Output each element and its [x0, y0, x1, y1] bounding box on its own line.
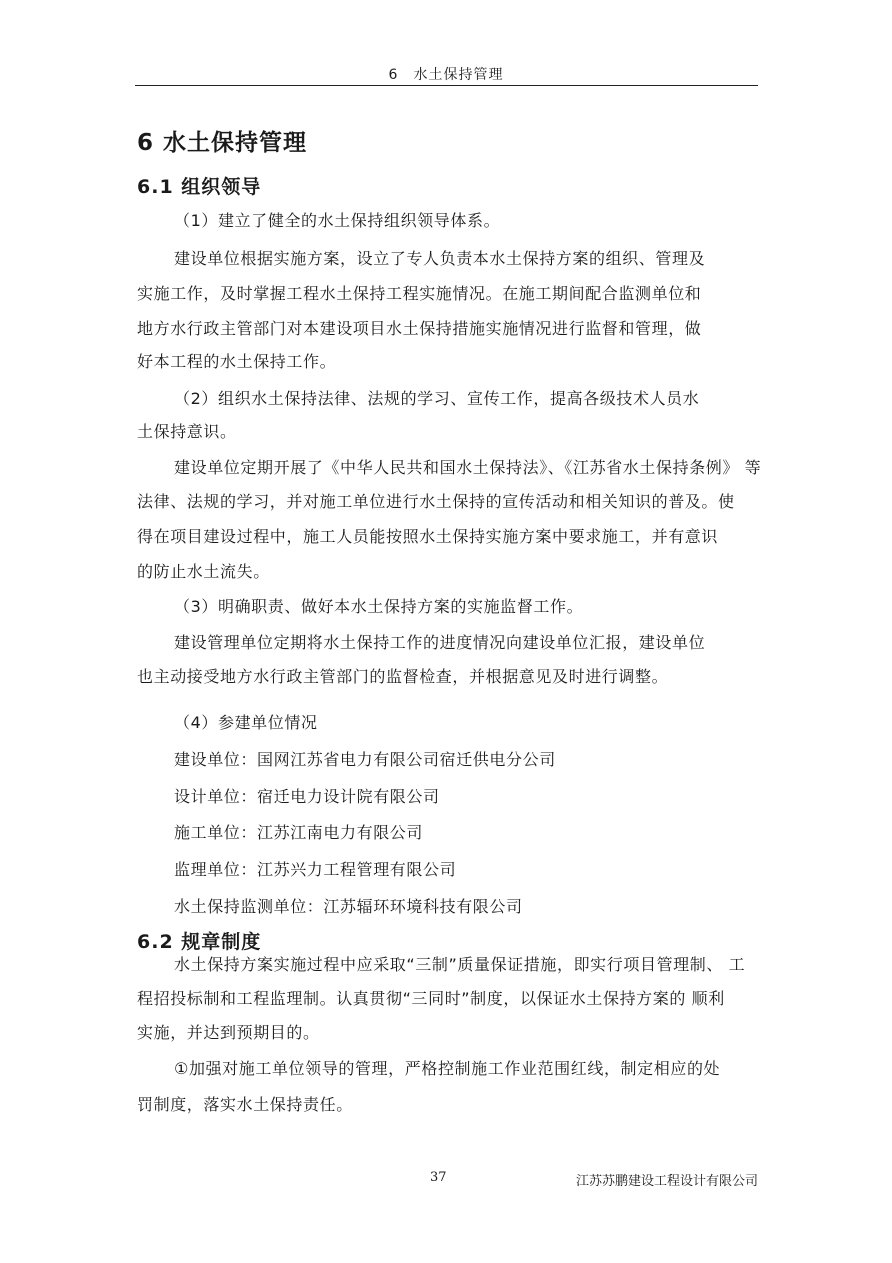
paragraph-line: 建设单位定期开展了《中华人民共和国水土保持法》、《江苏省水土保持条例》 等 [174, 458, 762, 477]
paragraph-line: 实施工作，及时掌握工程水土保持工程实施情况。在施工期间配合监测单位和 [137, 284, 702, 303]
chapter-title: 6 水土保持管理 [137, 130, 308, 156]
paragraph-line: 建设管理单位定期将水土保持工作的进度情况向建设单位汇报，建设单位 [174, 633, 706, 652]
paragraph-line: 水土保持方案实施过程中应采取“三制”质量保证措施，即实行项目管理制、 工 [174, 955, 746, 974]
participant-contractor: 施工单位：江苏江南电力有限公司 [174, 823, 424, 842]
participant-supervisor: 监理单位：江苏兴力工程管理有限公司 [174, 860, 457, 879]
paragraph-line: 的防止水土流失。 [137, 562, 270, 581]
paragraph-line: 也主动接受地方水行政主管部门的监督检查，并根据意见及时进行调整。 [137, 667, 669, 686]
header-divider [135, 85, 758, 86]
paragraph-line: （4）参建单位情况 [174, 713, 318, 732]
paragraph-line: ①加强对施工单位领导的管理，严格控制施工作业范围红线，制定相应的处 [174, 1059, 721, 1078]
paragraph-line: 法律、法规的学习，并对施工单位进行水土保持的宣传活动和相关知识的普及。使 [137, 492, 735, 511]
paragraph-line: 实施，并达到预期目的。 [137, 1023, 320, 1042]
paragraph-line: （2）组织水土保持法律、法规的学习、宣传工作，提高各级技术人员水 [174, 389, 700, 408]
participant-design-unit: 设计单位：宿迁电力设计院有限公司 [174, 787, 440, 806]
company-name: 江苏苏鹏建设工程设计有限公司 [575, 1174, 758, 1189]
paragraph-line: 建设单位根据实施方案，设立了专人负责本水土保持方案的组织、管理及 [174, 249, 706, 268]
paragraph-line: （3）明确职责、做好本水土保持方案的实施监督工作。 [174, 597, 584, 616]
paragraph-line: 程招投标制和工程监理制。认真贯彻“三同时”制度，以保证水土保持方案的 顺利 [137, 989, 725, 1008]
section-6-1-title: 6.1 组织领导 [137, 176, 262, 198]
paragraph-line: 罚制度，落实水土保持责任。 [137, 1095, 353, 1114]
page-number: 37 [430, 1170, 447, 1185]
participant-construction-unit: 建设单位：国网江苏省电力有限公司宿迁供电分公司 [174, 750, 556, 769]
paragraph-line: 得在项目建设过程中，施工人员能按照水土保持实施方案中要求施工，并有意识 [137, 527, 719, 546]
paragraph-line: 地方水行政主管部门对本建设项目水土保持措施实施情况进行监督和管理，做 [137, 319, 702, 338]
running-title: 6 水土保持管理 [388, 67, 504, 83]
paragraph-line: 好本工程的水土保持工作。 [137, 352, 337, 371]
section-6-2-title: 6.2 规章制度 [137, 931, 262, 953]
participant-monitor: 水土保持监测单位：江苏辐环环境科技有限公司 [174, 897, 523, 916]
paragraph-line: 土保持意识。 [137, 422, 237, 441]
paragraph-line: （1）建立了健全的水土保持组织领导体系。 [174, 211, 501, 230]
